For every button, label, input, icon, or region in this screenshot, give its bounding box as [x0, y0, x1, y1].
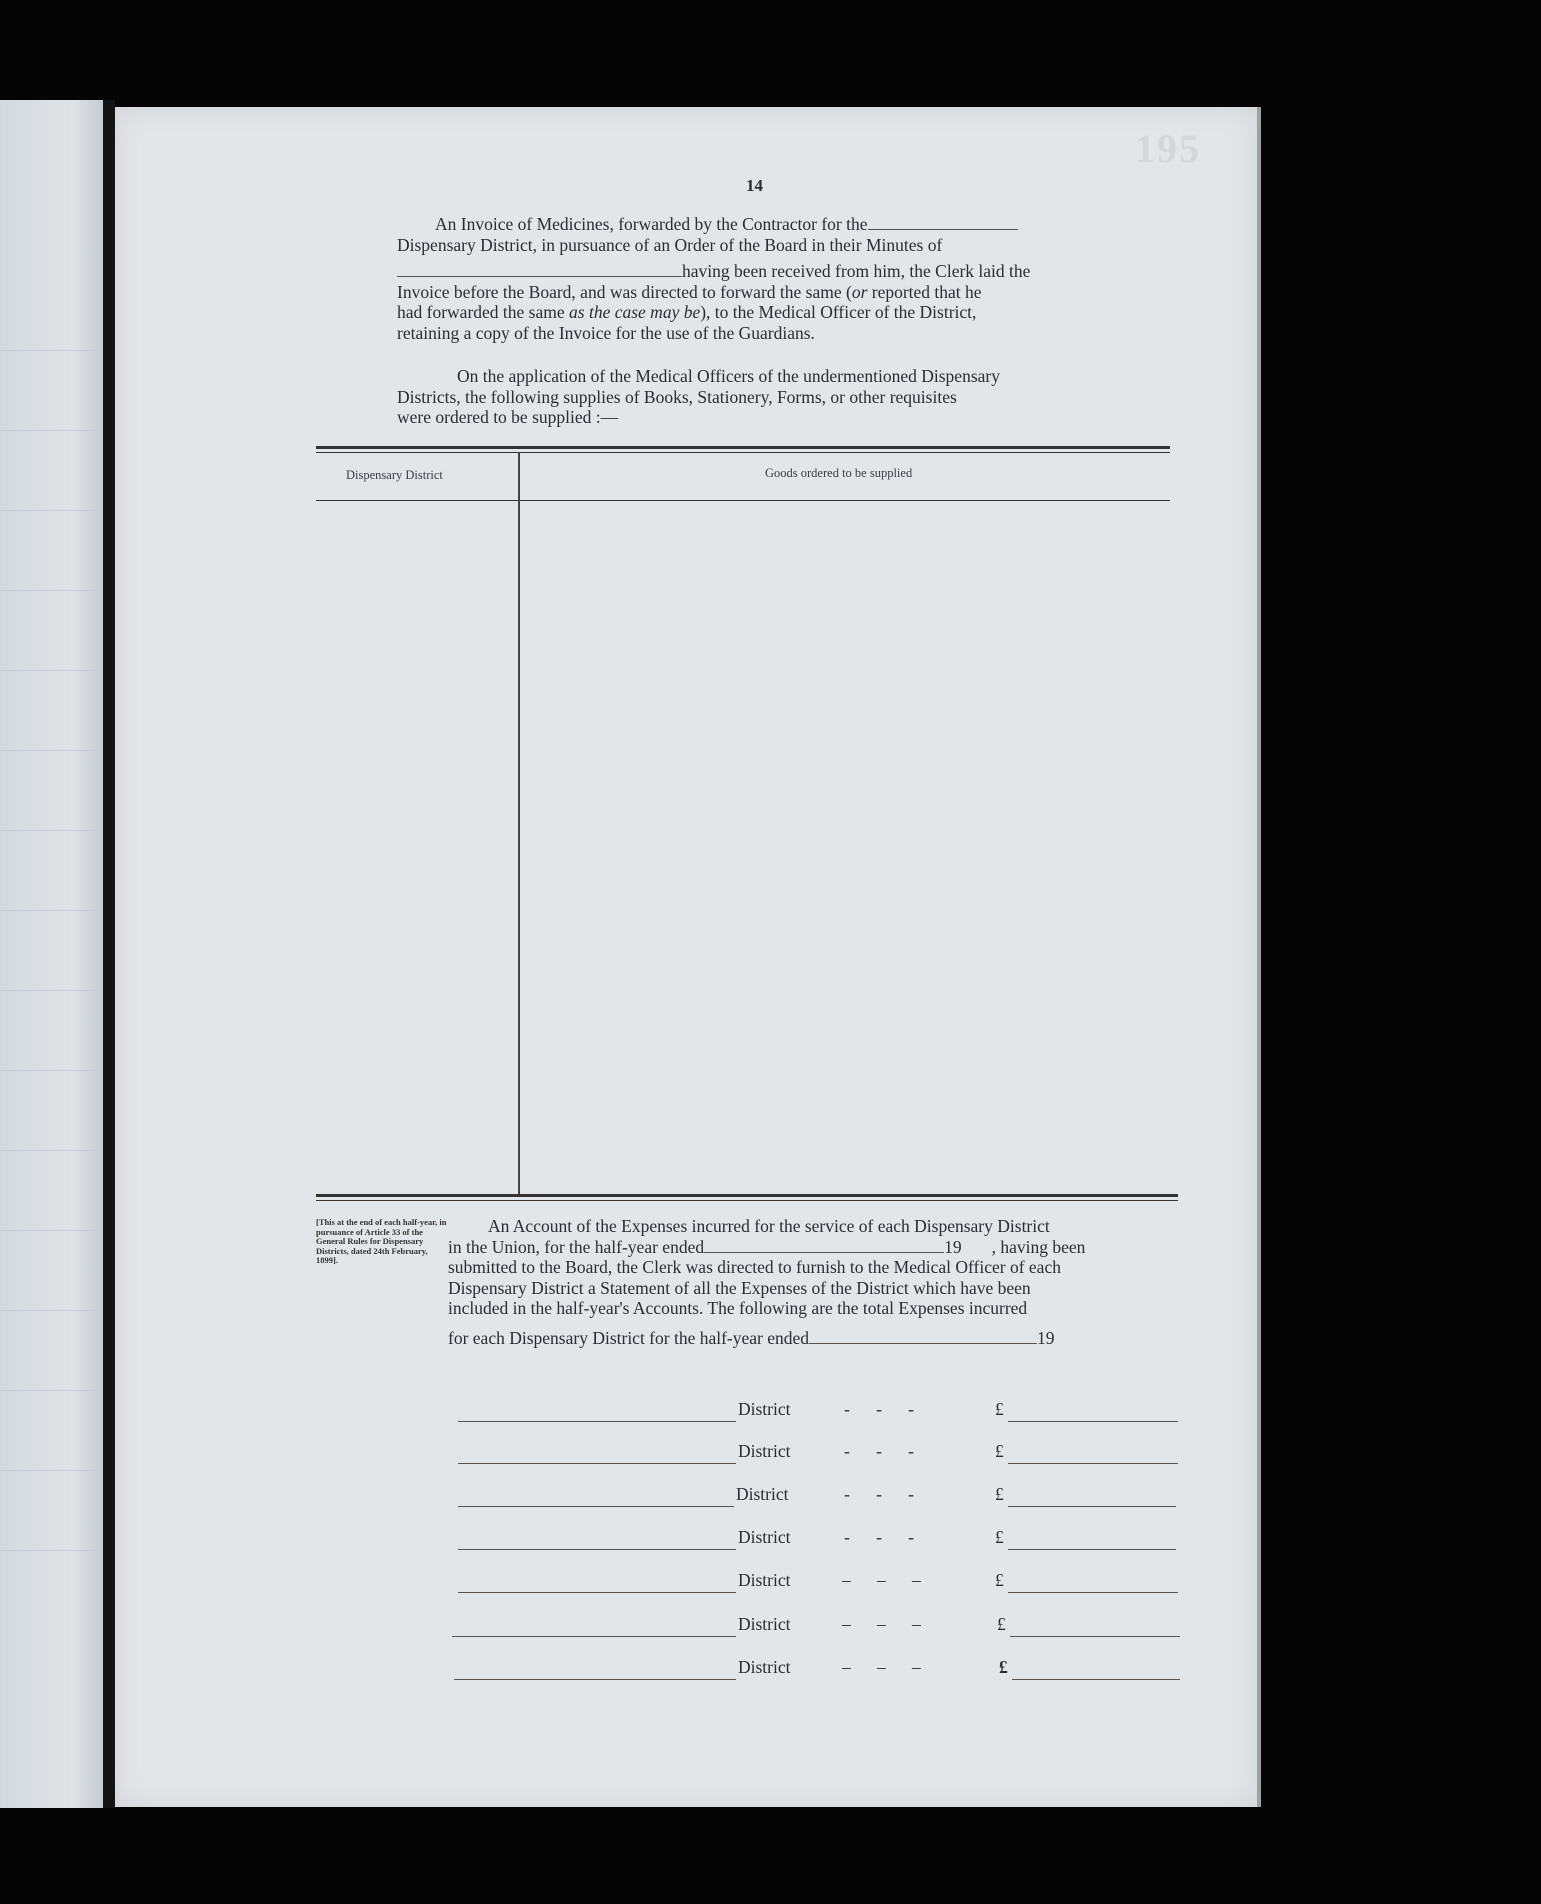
invoice-line-5: had forwarded the same	[397, 302, 570, 322]
pound-sign: £	[995, 1441, 1004, 1461]
application-line-3: were ordered to be supplied :—	[397, 407, 619, 427]
half-year-ended-blank	[809, 1342, 1037, 1344]
amount-blank	[1008, 1421, 1178, 1422]
margin-note: [This at the end of each half-year, in pursuance of Article 33 of the General Rules for Dispensary Districts, dated 24th February, 1899].	[316, 1217, 447, 1265]
account-year-1: 19	[944, 1236, 962, 1257]
district-name-blank	[454, 1679, 736, 1680]
district-dashes: – – –	[842, 1657, 921, 1677]
page-edge	[1257, 107, 1261, 1807]
district-label: District	[738, 1570, 791, 1590]
pound-sign: £	[995, 1484, 1004, 1504]
book-gutter	[103, 100, 115, 1808]
account-line-1: An Account of the Expenses incurred for the service of each Dispensary District	[488, 1216, 1050, 1236]
invoice-line-1: An Invoice of Medicines, forwarded by the Contractor for the	[435, 214, 868, 234]
district-name-blank	[458, 1549, 736, 1550]
pound-sign: £	[995, 1570, 1004, 1590]
document-page	[115, 107, 1257, 1807]
district-label: District	[738, 1441, 791, 1461]
district-name-blank	[458, 1463, 736, 1464]
half-year-blank	[704, 1251, 944, 1253]
amount-blank	[1010, 1636, 1180, 1637]
account-line-5: included in the half-year's Accounts. The following are the total Expenses incurred	[448, 1298, 1028, 1318]
application-line-1: On the application of the Medical Officers of the undermentioned Dispensary	[457, 366, 1000, 386]
pound-sign: £	[999, 1657, 1008, 1677]
table-top-rule	[316, 446, 1170, 449]
district-name-blank	[458, 1506, 734, 1507]
invoice-line-3: having been received from him, the Clerk laid the	[682, 261, 1031, 281]
district-name-blank	[452, 1636, 736, 1637]
district-name-blank	[458, 1592, 736, 1593]
invoice-line-6: retaining a copy of the Invoice for the use of the Guardians.	[397, 322, 815, 343]
amount-blank	[1008, 1592, 1178, 1593]
facing-page	[0, 100, 103, 1808]
district-dashes: - - -	[844, 1441, 914, 1461]
column-divider	[518, 452, 520, 1194]
invoice-line-5-em: as the case may be	[569, 302, 701, 322]
district-label: District	[738, 1399, 791, 1419]
district-dashes: - - -	[844, 1399, 914, 1419]
table-top-rule-thin	[316, 452, 1170, 453]
district-dashes: – – –	[842, 1614, 921, 1634]
account-line-2-end: , having been	[991, 1236, 1086, 1257]
invoice-line-4: Invoice before the Board, and was directed to forward the same (	[397, 281, 852, 302]
district-label: District	[738, 1657, 791, 1677]
account-line-3: submitted to the Board, the Clerk was directed to furnish to the Medical Officer of each	[448, 1257, 1061, 1277]
column-header-district: Dispensary District	[346, 468, 443, 482]
invoice-line-4-em: or	[851, 281, 868, 302]
column-header-goods: Goods ordered to be supplied	[765, 466, 913, 480]
contractor-blank	[868, 228, 1018, 230]
district-dashes: - - -	[844, 1527, 914, 1547]
application-paragraph	[397, 366, 1110, 428]
account-line-2: in the Union, for the half-year ended	[448, 1236, 705, 1257]
pound-sign: £	[995, 1399, 1004, 1419]
folio-stamp: 195	[1135, 126, 1201, 171]
district-label: District	[736, 1484, 789, 1504]
district-dashes: - - -	[844, 1484, 914, 1504]
amount-blank	[1008, 1549, 1176, 1550]
account-paragraph	[448, 1216, 1178, 1348]
invoice-paragraph	[397, 214, 1113, 343]
district-label: District	[738, 1614, 791, 1634]
page-number: 14	[746, 176, 763, 195]
district-dashes: – – –	[842, 1570, 921, 1590]
minutes-date-blank	[397, 275, 682, 277]
district-label: District	[738, 1527, 791, 1547]
application-line-2: Districts, the following supplies of Books, Stationery, Forms, or other requisites	[397, 386, 957, 407]
table-bottom-rule-thin	[316, 1200, 1178, 1201]
header-rule	[316, 500, 1170, 501]
account-line-4: Dispensary District a Statement of all the Expenses of the District which have been	[448, 1277, 1031, 1298]
pound-sign: £	[995, 1527, 1004, 1547]
pound-sign: £	[997, 1614, 1006, 1634]
account-year-2: 19	[1037, 1327, 1055, 1348]
amount-blank	[1008, 1463, 1178, 1464]
table-bottom-rule	[316, 1194, 1178, 1197]
district-name-blank	[458, 1421, 736, 1422]
invoice-line-4-end: reported that he	[867, 281, 982, 302]
amount-blank	[1008, 1506, 1176, 1507]
amount-blank	[1012, 1679, 1180, 1680]
invoice-line-2: Dispensary District, in pursuance of an Order of the Board in their Minutes of	[397, 234, 943, 255]
account-line-6: for each Dispensary District for the half-year ended	[448, 1327, 810, 1348]
invoice-line-5-end: ), to the Medical Officer of the District,	[700, 302, 977, 322]
